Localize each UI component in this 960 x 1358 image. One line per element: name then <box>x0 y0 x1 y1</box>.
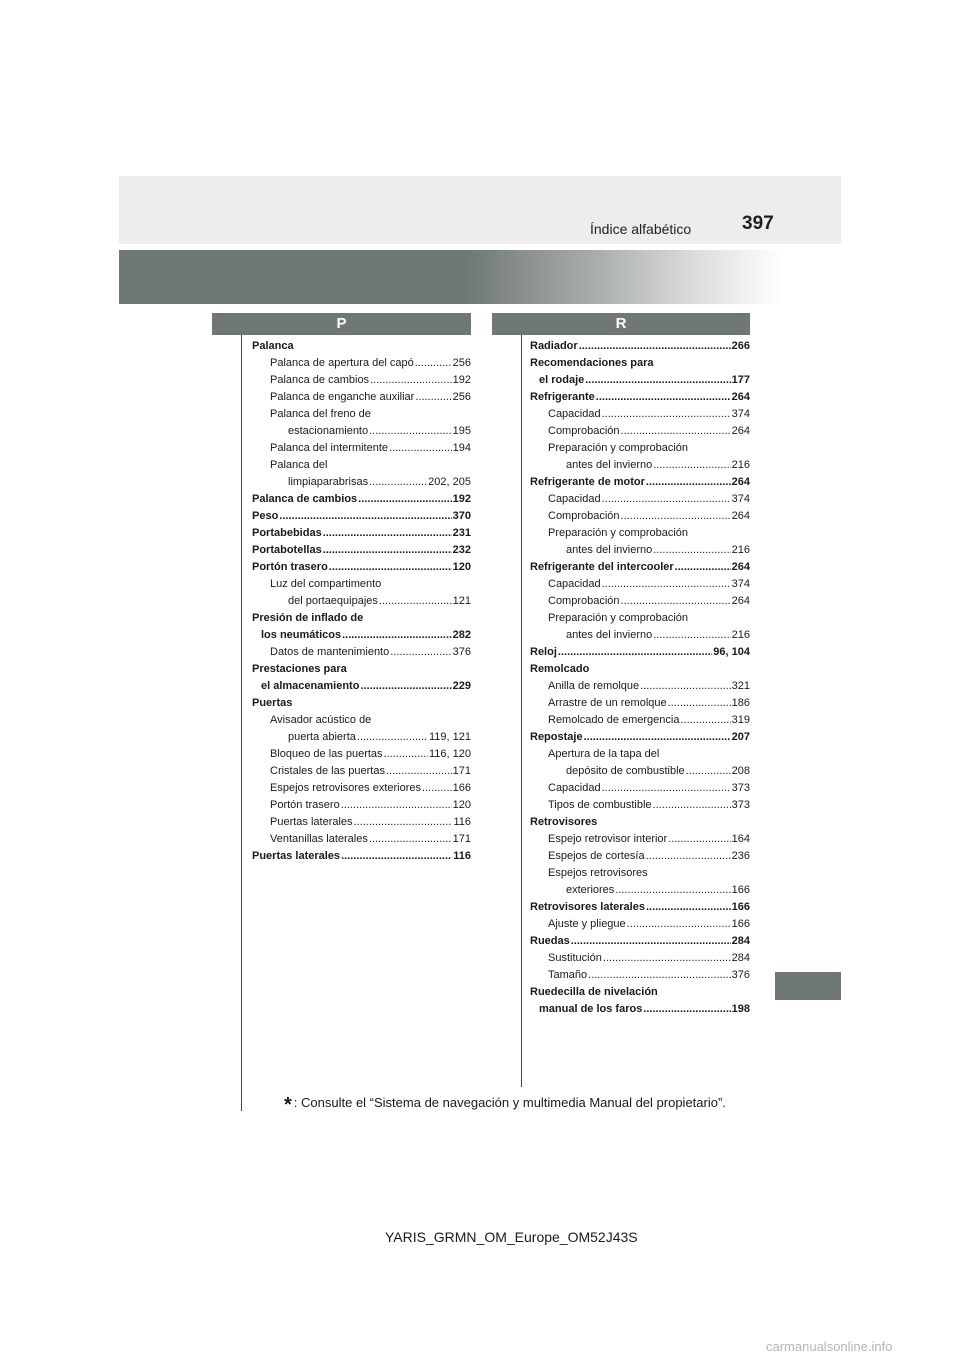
entry-page-ref: 264 <box>732 508 750 525</box>
index-entry <box>530 1001 750 1018</box>
index-entry <box>252 627 471 644</box>
entry-term: Comprobación <box>548 425 620 437</box>
dot-leader <box>389 440 452 457</box>
dot-leader <box>341 848 452 865</box>
index-entry <box>530 729 750 746</box>
entry-term: Preparación y comprobación <box>548 527 689 539</box>
index-entry <box>530 525 750 542</box>
index-entry <box>530 610 750 627</box>
entry-term: Comprobación <box>548 510 620 522</box>
entry-term: Palanca del <box>270 459 328 471</box>
entry-page-ref: 370 <box>453 508 471 525</box>
entry-page-ref: 192 <box>453 491 471 508</box>
entry-term: Anilla de remolque <box>548 680 640 692</box>
dot-leader <box>369 831 452 848</box>
entry-page-ref: 96, 104 <box>713 644 750 661</box>
entry-term: Ruedas <box>530 935 570 947</box>
dot-leader <box>379 593 452 610</box>
dot-leader <box>279 508 451 525</box>
document-id: YARIS_GRMN_OM_Europe_OM52J43S <box>385 1229 638 1245</box>
dot-leader <box>323 542 452 559</box>
entry-term: Radiador <box>530 340 578 352</box>
entry-page-ref: 284 <box>732 950 750 967</box>
dot-leader <box>369 423 452 440</box>
entry-term: Reloj <box>530 646 557 658</box>
entry-term: Palanca de enganche auxiliar <box>270 391 415 403</box>
dot-leader <box>341 797 452 814</box>
dot-leader <box>602 491 731 508</box>
entry-term: antes del invierno <box>566 629 653 641</box>
dot-leader <box>621 593 731 610</box>
index-entry <box>530 780 750 797</box>
index-entry <box>252 763 471 780</box>
entry-term: Capacidad <box>548 578 601 590</box>
index-entry <box>530 542 750 559</box>
index-entry <box>252 525 471 542</box>
entry-page-ref: 374 <box>732 491 750 508</box>
dot-leader <box>390 644 451 661</box>
index-entry <box>530 593 750 610</box>
index-entry <box>252 712 471 729</box>
dot-leader <box>369 474 427 491</box>
entry-page-ref: 166 <box>732 916 750 933</box>
dot-leader <box>602 406 731 423</box>
footnote-marker: * <box>284 1094 292 1116</box>
dot-leader <box>329 559 452 576</box>
entry-term: puerta abierta <box>288 731 356 743</box>
entry-page-ref: 231 <box>453 525 471 542</box>
index-entry <box>252 338 471 355</box>
index-entry <box>530 831 750 848</box>
index-entry <box>252 372 471 389</box>
entry-page-ref: 264 <box>732 474 750 491</box>
entry-term: Luz del compartimento <box>270 578 382 590</box>
dot-leader <box>415 355 452 372</box>
entry-term: Retrovisores laterales <box>530 901 645 913</box>
entry-page-ref: 116 <box>453 814 471 831</box>
left-divider <box>241 335 242 1111</box>
index-entry <box>530 967 750 984</box>
entry-term: Portón trasero <box>252 561 328 573</box>
index-entry <box>530 559 750 576</box>
index-entry <box>530 712 750 729</box>
entry-term: Ruedecilla de nivelación <box>530 986 658 998</box>
entry-page-ref: 256 <box>453 355 471 372</box>
entry-term: Puertas <box>252 697 293 709</box>
entry-term: Apertura de la tapa del <box>548 748 660 760</box>
entry-page-ref: 202, 205 <box>428 474 471 491</box>
entry-page-ref: 120 <box>453 559 471 576</box>
index-entry <box>530 423 750 440</box>
entry-page-ref: 374 <box>732 406 750 423</box>
entry-page-ref: 319 <box>732 712 750 729</box>
index-entry <box>530 695 750 712</box>
entry-page-ref: 266 <box>732 338 750 355</box>
entry-page-ref: 164 <box>732 831 750 848</box>
index-entry <box>530 491 750 508</box>
index-entry <box>530 372 750 389</box>
entry-page-ref: 166 <box>732 899 750 916</box>
dot-leader <box>668 695 731 712</box>
dot-leader <box>422 780 452 797</box>
dot-leader <box>653 457 730 474</box>
index-entry <box>530 916 750 933</box>
index-column-p <box>252 338 471 865</box>
entry-term: Preparación y comprobación <box>548 612 689 624</box>
index-entry <box>252 644 471 661</box>
entry-term: el rodaje <box>539 374 585 386</box>
entry-page-ref: 264 <box>732 593 750 610</box>
entry-term: Retrovisores <box>530 816 598 828</box>
index-entry <box>252 355 471 372</box>
index-entry <box>530 950 750 967</box>
dot-leader <box>675 559 731 576</box>
dot-leader <box>360 678 451 695</box>
entry-term: Palanca de cambios <box>252 493 358 505</box>
index-entry <box>252 559 471 576</box>
dot-leader <box>653 542 730 559</box>
entry-term: Peso <box>252 510 279 522</box>
dot-leader <box>358 491 451 508</box>
index-entry <box>530 474 750 491</box>
entry-term: Remolcado <box>530 663 590 675</box>
entry-term: Avisador acústico de <box>270 714 372 726</box>
dot-leader <box>357 729 428 746</box>
entry-page-ref: 374 <box>732 576 750 593</box>
index-entry <box>252 389 471 406</box>
entry-page-ref: 216 <box>732 627 750 644</box>
index-entry <box>530 882 750 899</box>
index-entry <box>530 797 750 814</box>
entry-term: Refrigerante <box>530 391 595 403</box>
entry-term: Palanca del intermitente <box>270 442 389 454</box>
index-entry <box>252 508 471 525</box>
index-entry <box>530 389 750 406</box>
index-entry <box>530 899 750 916</box>
column-header-r: R <box>492 313 750 335</box>
dot-leader <box>323 525 452 542</box>
entry-term: Tamaño <box>548 969 588 981</box>
entry-term: Preparación y comprobación <box>548 442 689 454</box>
entry-page-ref: 282 <box>453 627 471 644</box>
entry-page-ref: 119, 121 <box>429 729 471 746</box>
entry-page-ref: 166 <box>453 780 471 797</box>
entry-term: depósito de combustible <box>566 765 685 777</box>
entry-page-ref: 232 <box>453 542 471 559</box>
entry-page-ref: 284 <box>732 933 750 950</box>
entry-page-ref: 321 <box>732 678 750 695</box>
dot-leader <box>621 423 731 440</box>
index-entry <box>252 423 471 440</box>
index-entry <box>530 746 750 763</box>
index-entry <box>252 695 471 712</box>
entry-page-ref: 256 <box>453 389 471 406</box>
page-number: 397 <box>742 213 774 234</box>
index-entry <box>530 984 750 1001</box>
entry-page-ref: 376 <box>453 644 471 661</box>
index-entry <box>252 780 471 797</box>
entry-page-ref: 186 <box>732 695 750 712</box>
dot-leader <box>386 763 452 780</box>
entry-page-ref: 208 <box>732 763 750 780</box>
entry-term: Comprobación <box>548 595 620 607</box>
index-entry <box>252 491 471 508</box>
index-entry <box>252 729 471 746</box>
index-entry <box>252 831 471 848</box>
dot-leader <box>596 389 731 406</box>
index-entry <box>252 610 471 627</box>
entry-term: Puertas laterales <box>252 850 341 862</box>
entry-page-ref: 229 <box>453 678 471 695</box>
dot-leader <box>588 967 731 984</box>
header-band <box>119 176 841 244</box>
dot-leader <box>585 372 730 389</box>
entry-page-ref: 166 <box>732 882 750 899</box>
index-entry <box>530 355 750 372</box>
index-entry <box>530 644 750 661</box>
entry-page-ref: 264 <box>732 389 750 406</box>
index-entry <box>252 542 471 559</box>
index-entry <box>252 474 471 491</box>
index-entry <box>252 576 471 593</box>
entry-term: Refrigerante del intercooler <box>530 561 674 573</box>
entry-term: Palanca del freno de <box>270 408 371 420</box>
dot-leader <box>646 899 731 916</box>
dot-leader <box>602 780 731 797</box>
entry-term: Cristales de las puertas <box>270 765 385 777</box>
dot-leader <box>415 389 451 406</box>
entry-page-ref: 120 <box>453 797 471 814</box>
index-entry <box>252 457 471 474</box>
entry-page-ref: 195 <box>453 423 471 440</box>
entry-term: Ventanillas laterales <box>270 833 368 845</box>
index-column-r <box>530 338 750 1018</box>
entry-term: Bloqueo de las puertas <box>270 748 383 760</box>
index-entry <box>252 848 471 865</box>
section-title: Índice alfabético <box>590 221 692 237</box>
entry-term: manual de los faros <box>539 1003 643 1015</box>
entry-term: Portabotellas <box>252 544 322 556</box>
index-entry <box>530 661 750 678</box>
index-entry <box>252 406 471 423</box>
index-entry <box>530 508 750 525</box>
entry-page-ref: 236 <box>732 848 750 865</box>
index-entry <box>530 814 750 831</box>
entry-page-ref: 171 <box>453 763 471 780</box>
dot-leader <box>370 372 452 389</box>
dot-leader <box>615 882 730 899</box>
entry-term: Palanca <box>252 340 294 352</box>
dot-leader <box>579 338 731 355</box>
entry-page-ref: 216 <box>732 457 750 474</box>
index-entry <box>252 440 471 457</box>
entry-term: los neumáticos <box>261 629 342 641</box>
entry-term: limpiaparabrisas <box>288 476 369 488</box>
column-divider <box>521 335 522 1087</box>
entry-term: del portaequipajes <box>288 595 378 607</box>
index-entry <box>530 440 750 457</box>
entry-page-ref: 376 <box>732 967 750 984</box>
index-entry <box>530 338 750 355</box>
entry-term: Espejos de cortesía <box>548 850 645 862</box>
entry-term: Palanca de cambios <box>270 374 370 386</box>
decorative-gradient-band <box>119 250 841 304</box>
column-header-p: P <box>212 313 471 335</box>
index-entry <box>530 848 750 865</box>
entry-term: Portabebidas <box>252 527 322 539</box>
index-entry <box>252 746 471 763</box>
entry-term: antes del invierno <box>566 459 653 471</box>
entry-term: Recomendaciones para <box>530 357 654 369</box>
dot-leader <box>627 916 731 933</box>
index-entry <box>252 678 471 695</box>
entry-page-ref: 264 <box>732 559 750 576</box>
dot-leader <box>602 576 731 593</box>
dot-leader <box>646 848 731 865</box>
index-entry <box>252 814 471 831</box>
dot-leader <box>680 712 730 729</box>
entry-page-ref: 116 <box>453 848 471 865</box>
entry-page-ref: 177 <box>732 372 750 389</box>
entry-page-ref: 373 <box>732 780 750 797</box>
dot-leader <box>571 933 731 950</box>
entry-term: exteriores <box>566 884 615 896</box>
dot-leader <box>584 729 731 746</box>
entry-page-ref: 198 <box>732 1001 750 1018</box>
entry-term: Arrastre de un remolque <box>548 697 667 709</box>
dot-leader <box>558 644 712 661</box>
entry-page-ref: 216 <box>732 542 750 559</box>
index-entry <box>530 933 750 950</box>
entry-term: Capacidad <box>548 493 601 505</box>
dot-leader <box>686 763 731 780</box>
entry-page-ref: 373 <box>732 797 750 814</box>
index-entry <box>530 576 750 593</box>
dot-leader <box>646 474 731 491</box>
entry-term: Tipos de combustible <box>548 799 652 811</box>
dot-leader <box>653 797 731 814</box>
entry-term: Repostaje <box>530 731 583 743</box>
entry-term: estacionamiento <box>288 425 369 437</box>
dot-leader <box>603 950 731 967</box>
entry-term: Datos de mantenimiento <box>270 646 390 658</box>
dot-leader <box>643 1001 730 1018</box>
entry-term: el almacenamiento <box>261 680 360 692</box>
entry-page-ref: 192 <box>453 372 471 389</box>
entry-term: Espejo retrovisor interior <box>548 833 668 845</box>
index-entry <box>252 593 471 610</box>
entry-term: Espejos retrovisores exteriores <box>270 782 422 794</box>
index-entry <box>530 678 750 695</box>
entry-term: Refrigerante de motor <box>530 476 645 488</box>
entry-page-ref: 116, 120 <box>429 746 471 763</box>
footnote-text: : Consulte el “Sistema de navegación y multimedia Manual del propietario”. <box>293 1095 726 1110</box>
index-entry <box>530 763 750 780</box>
watermark: carmanualsonline.info <box>766 1339 893 1354</box>
index-entry <box>530 457 750 474</box>
entry-term: Palanca de apertura del capó <box>270 357 414 369</box>
dot-leader <box>640 678 731 695</box>
chapter-tab <box>775 972 841 1000</box>
entry-term: Prestaciones para <box>252 663 347 675</box>
footnote <box>284 1094 726 1117</box>
entry-term: antes del invierno <box>566 544 653 556</box>
entry-term: Presión de inflado de <box>252 612 364 624</box>
entry-term: Capacidad <box>548 782 601 794</box>
entry-page-ref: 121 <box>453 593 471 610</box>
entry-term: Portón trasero <box>270 799 340 811</box>
entry-page-ref: 171 <box>453 831 471 848</box>
entry-page-ref: 264 <box>732 423 750 440</box>
index-entry <box>530 865 750 882</box>
entry-page-ref: 194 <box>453 440 471 457</box>
entry-page-ref: 207 <box>732 729 750 746</box>
dot-leader <box>354 814 453 831</box>
entry-term: Sustitución <box>548 952 602 964</box>
entry-term: Ajuste y pliegue <box>548 918 626 930</box>
dot-leader <box>668 831 730 848</box>
entry-term: Remolcado de emergencia <box>548 714 680 726</box>
entry-term: Espejos retrovisores <box>548 867 648 879</box>
dot-leader <box>621 508 731 525</box>
dot-leader <box>342 627 452 644</box>
index-entry <box>530 406 750 423</box>
dot-leader <box>653 627 730 644</box>
index-entry <box>252 661 471 678</box>
entry-term: Capacidad <box>548 408 601 420</box>
dot-leader <box>384 746 428 763</box>
index-entry <box>252 797 471 814</box>
index-entry <box>530 627 750 644</box>
entry-term: Puertas laterales <box>270 816 353 828</box>
